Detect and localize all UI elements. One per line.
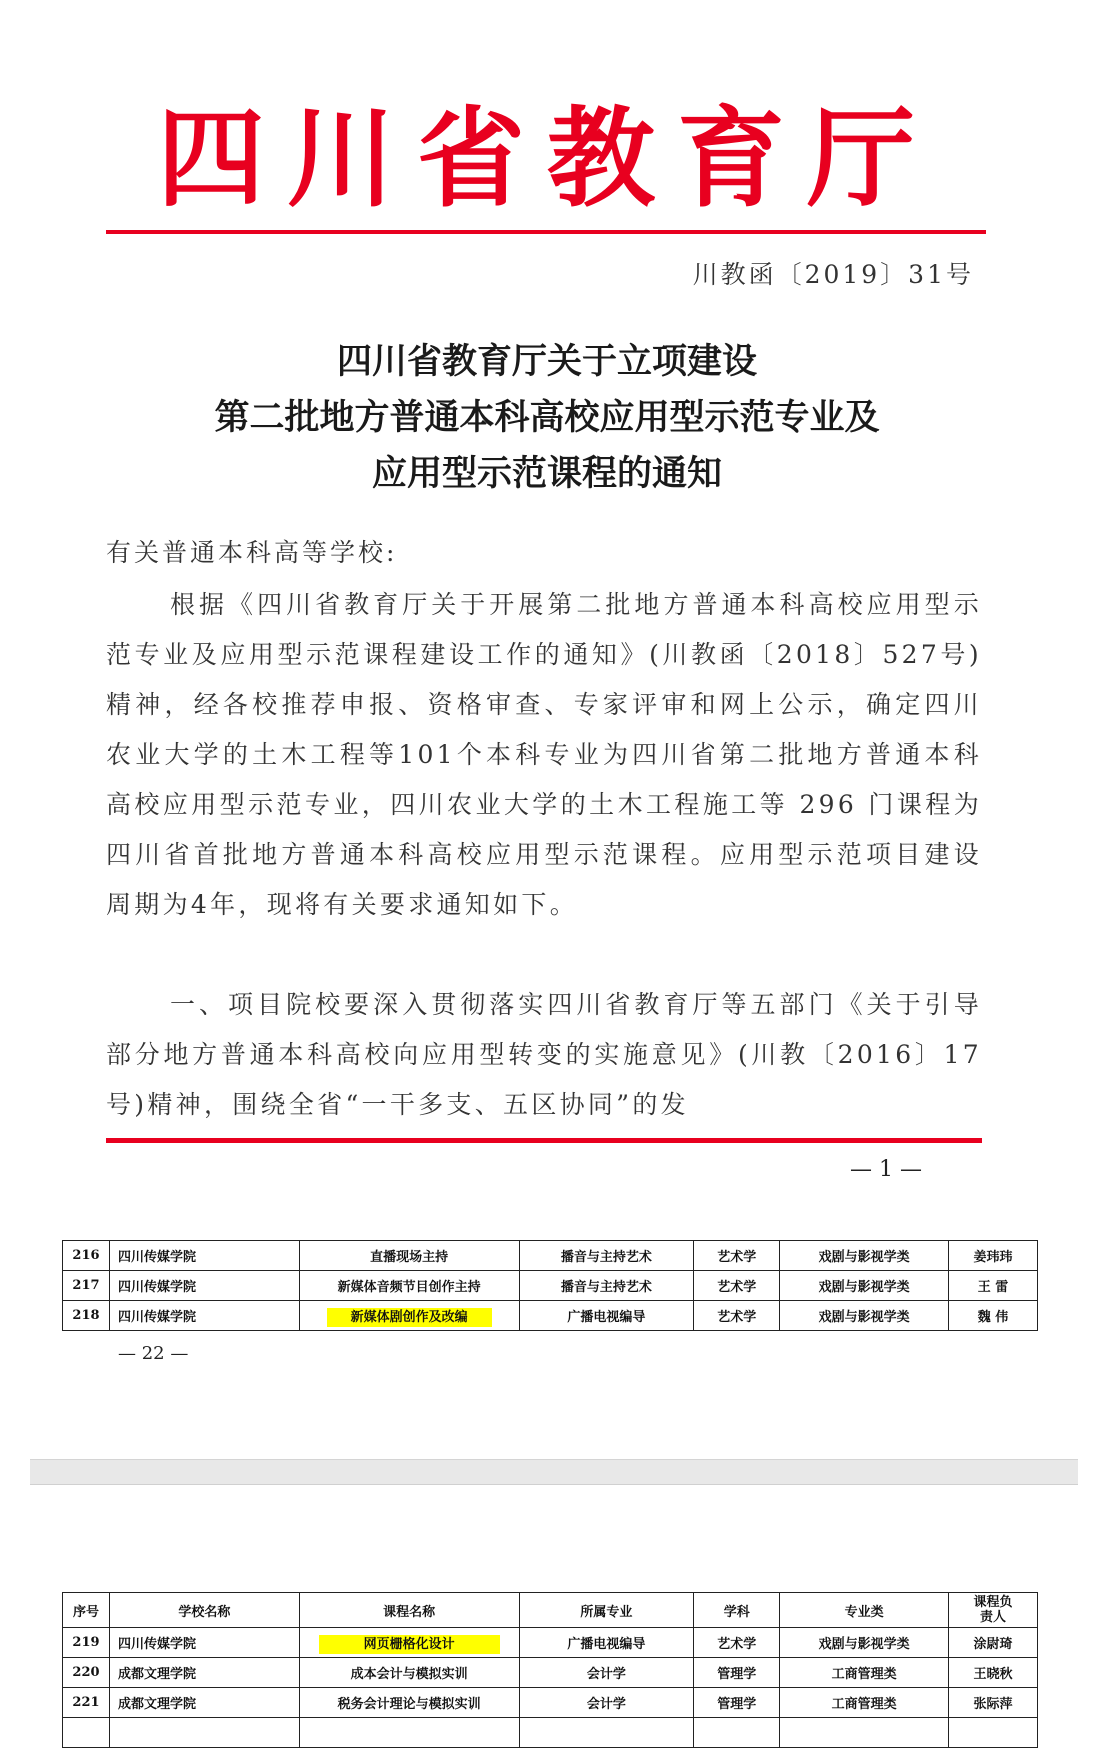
col-header-no: 序号 — [63, 1593, 110, 1628]
table-row — [63, 1301, 1038, 1331]
row-partial-cell — [63, 1718, 110, 1748]
title-line-2: 第二批地方普通本科高校应用型示范专业及 — [214, 397, 880, 438]
subject-name: 艺术学 — [694, 1271, 780, 1301]
page-number-22: — 22 — — [118, 1343, 189, 1364]
major-name: 会计学 — [519, 1658, 694, 1688]
row-no: 219 — [63, 1628, 110, 1658]
school-name: 成都文理学院 — [109, 1688, 299, 1718]
page-separator — [30, 1459, 1078, 1485]
title-line-1: 四川省教育厅关于立项建设 — [336, 341, 757, 382]
subject-name: 艺术学 — [694, 1301, 780, 1331]
school-name: 四川传媒学院 — [109, 1271, 299, 1301]
course-table-page-23 — [62, 1592, 1038, 1748]
category-name: 戏剧与影视学类 — [780, 1301, 949, 1331]
school-name: 四川传媒学院 — [109, 1301, 299, 1331]
greeting: 有关普通本科高等学校: — [106, 538, 398, 567]
table-row — [63, 1271, 1038, 1301]
major-name: 广播电视编导 — [519, 1301, 694, 1331]
row-no: 220 — [63, 1658, 110, 1688]
page-number-1: — 1 — — [850, 1157, 922, 1182]
row-partial-cell — [780, 1718, 949, 1748]
col-header-major: 所属专业 — [519, 1593, 694, 1628]
leader-name: 王晓秋 — [949, 1658, 1038, 1688]
category-name: 工商管理类 — [780, 1658, 949, 1688]
school-name: 四川传媒学院 — [109, 1241, 299, 1271]
leader-name: 涂尉琦 — [949, 1628, 1038, 1658]
category-name: 戏剧与影视学类 — [780, 1628, 949, 1658]
header-red-rule — [106, 230, 986, 234]
row-partial-cell — [299, 1718, 519, 1748]
course-name: 新媒体音频节目创作主持 — [299, 1271, 519, 1301]
body-paragraph-1: 根据《四川省教育厅关于开展第二批地方普通本科高校应用型示范专业及应用型示范课程建设工作的通知》(川教函〔2018〕527号)精神，经各校推荐申报、资格审查、专家评审和网上公示，确定四川农业大学的土木工程等101个本科专业为四川省第二批地方普通本科高校应用型示范专业，四川农业大学的土木工程施工等 296 门课程为四川省首批地方普通本科高校应用型示范课程。应用型示范项目建设周期为4年，现将有关要求通知如下。 — [106, 590, 982, 919]
highlighted-course-name: 新媒体剧创作及改编 — [327, 1308, 492, 1327]
category-name: 戏剧与影视学类 — [780, 1241, 949, 1271]
row-no: 217 — [63, 1271, 110, 1301]
col-header-school: 学校名称 — [109, 1593, 299, 1628]
leader-name: 魏 伟 — [949, 1301, 1038, 1331]
school-name: 四川传媒学院 — [109, 1628, 299, 1658]
leader-name: 张际萍 — [949, 1688, 1038, 1718]
row-partial-cell — [694, 1718, 780, 1748]
category-name: 工商管理类 — [780, 1688, 949, 1718]
col-header-subject: 学科 — [694, 1593, 780, 1628]
row-partial-cell — [109, 1718, 299, 1748]
table-header-row — [63, 1593, 1038, 1628]
subject-name: 艺术学 — [694, 1241, 780, 1271]
body-paragraph-2: 一、项目院校要深入贯彻落实四川省教育厅等五部门《关于引导部分地方普通本科高校向应用型转变的实施意见》(川教〔2016〕17号)精神，围绕全省“一干多支、五区协同”的发 — [106, 990, 982, 1119]
footer-red-rule — [106, 1138, 982, 1143]
table-row — [63, 1718, 1038, 1748]
title-line-3: 应用型示范课程的通知 — [371, 453, 722, 494]
row-partial-cell — [519, 1718, 694, 1748]
course-name-cell — [299, 1628, 519, 1658]
col-header-category: 专业类 — [780, 1593, 949, 1628]
major-name: 播音与主持艺术 — [519, 1271, 694, 1301]
table-row — [63, 1688, 1038, 1718]
subject-name: 管理学 — [694, 1688, 780, 1718]
school-name: 成都文理学院 — [109, 1658, 299, 1688]
subject-name: 管理学 — [694, 1658, 780, 1688]
course-name: 成本会计与模拟实训 — [299, 1658, 519, 1688]
row-partial-cell — [949, 1718, 1038, 1748]
highlighted-course-name: 网页栅格化设计 — [319, 1635, 500, 1654]
document-number: 川教函〔2019〕31号 — [692, 260, 974, 289]
course-name-cell — [299, 1301, 519, 1331]
col-header-course: 课程名称 — [299, 1593, 519, 1628]
major-name: 广播电视编导 — [519, 1628, 694, 1658]
major-name: 会计学 — [519, 1688, 694, 1718]
course-table-page-22 — [62, 1240, 1038, 1331]
row-no: 216 — [63, 1241, 110, 1271]
table-row — [63, 1241, 1038, 1271]
course-name: 直播现场主持 — [299, 1241, 519, 1271]
category-name: 戏剧与影视学类 — [780, 1271, 949, 1301]
table-row — [63, 1658, 1038, 1688]
subject-name: 艺术学 — [694, 1628, 780, 1658]
leader-name: 姜玮玮 — [949, 1241, 1038, 1271]
row-no: 218 — [63, 1301, 110, 1331]
major-name: 播音与主持艺术 — [519, 1241, 694, 1271]
table-row — [63, 1628, 1038, 1658]
col-header-leader: 课程负责人 — [949, 1593, 1038, 1628]
issuing-org-header: 四川省教育厅 — [156, 96, 937, 222]
course-name: 税务会计理论与模拟实训 — [299, 1688, 519, 1718]
leader-name: 王 雷 — [949, 1271, 1038, 1301]
row-no: 221 — [63, 1688, 110, 1718]
